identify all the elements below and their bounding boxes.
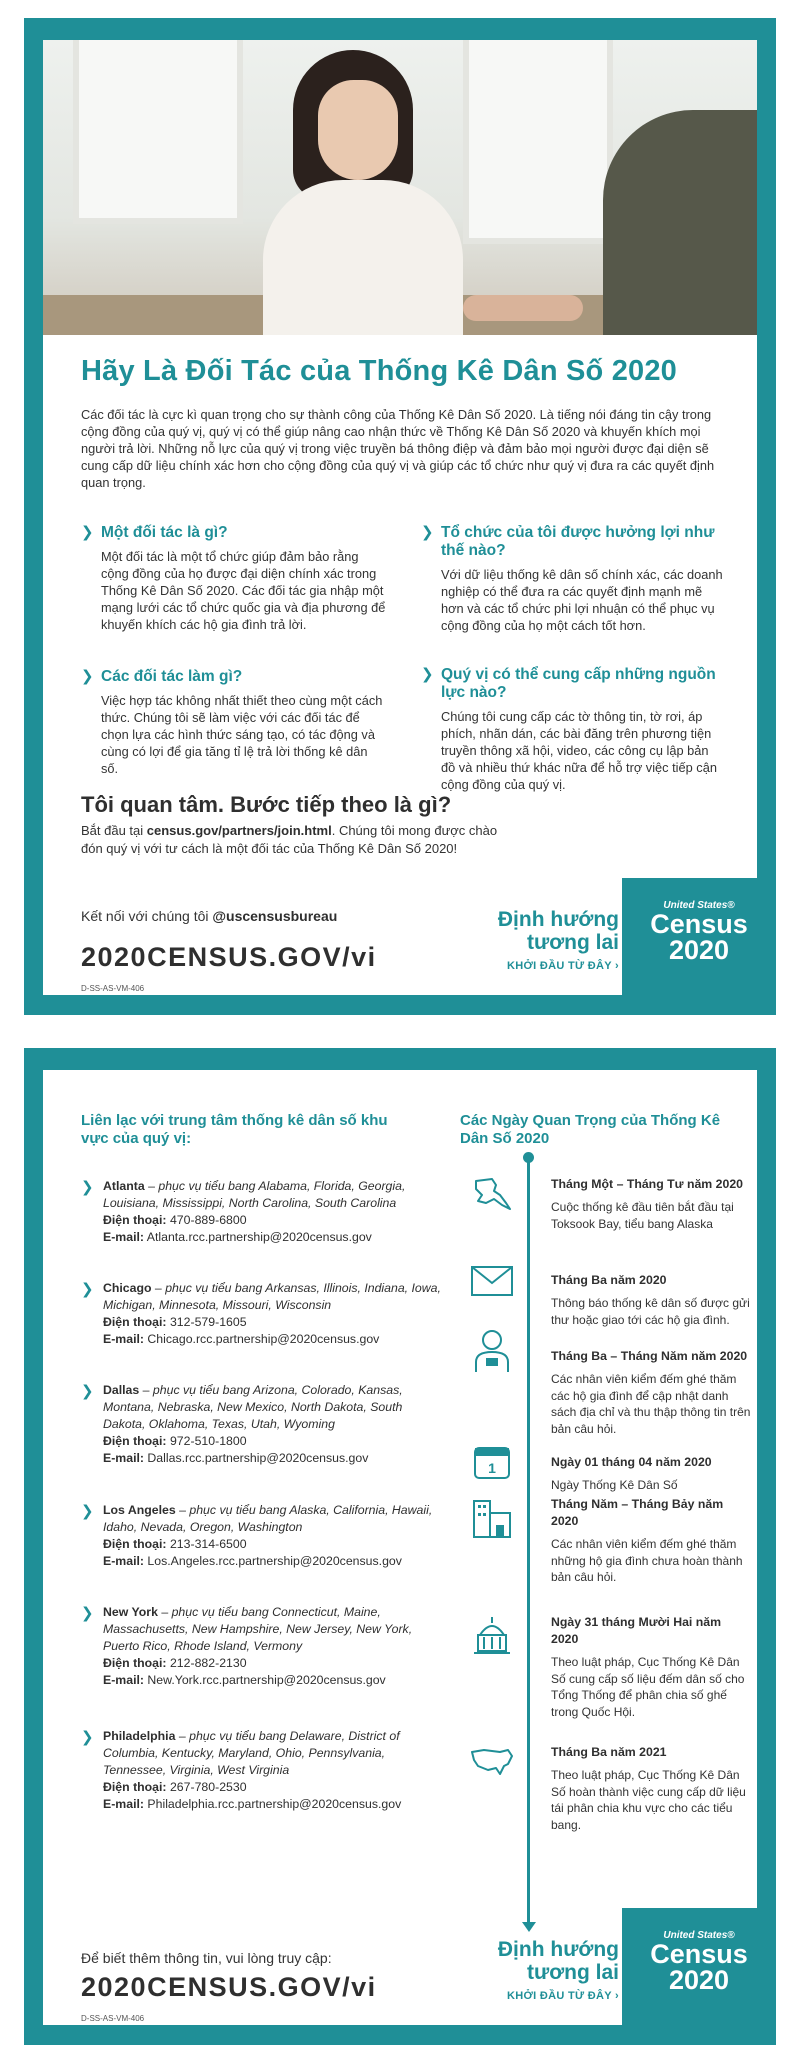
faq-title: Các đối tác làm gì?: [101, 668, 243, 685]
census-logo: United States® Census 2020: [622, 878, 757, 995]
timeline-start-dot: [523, 1152, 534, 1163]
census-logo: United States® Census 2020: [622, 1908, 757, 2025]
chevron-right-icon: ❯: [81, 1383, 94, 1400]
faq-title: Tổ chức của tôi được hưởng lợi như thế nào?: [441, 524, 715, 559]
capitol-icon: [469, 1612, 515, 1658]
timeline-item: Ngày 01 tháng 04 năm 2020 Ngày Thống Kê Dân Số: [551, 1455, 712, 1492]
center-chicago: ❯ Chicago – phục vụ tiểu bang Arkansas, Illinois, Indiana, Iowa, Michigan, Minnesota, Missouri, Wisconsin Điện thoại: 312-579-1605 E-mail: Chicago.rcc.partnership@2020census.gov: [81, 1281, 441, 1346]
chevron-right-icon: ❯: [81, 1729, 94, 1746]
timeline-item: Tháng Năm – Tháng Bảy năm 2020 Các nhân viên kiểm đếm ghé thăm những hộ gia đình chưa hoàn thành bản câu hỏi.: [551, 1497, 743, 1584]
faq-body: Chúng tôi cung cấp các tờ thông tin, tờ rơi, áp phích, nhãn dán, các bài đăng trên phương tiện truyền thông xã hội, video, các công cụ lập bản đồ và nhiều thứ khác nữa để hỗ trợ việc tiếp cận cộng đồng của quý vị.: [441, 709, 717, 792]
svg-text:1: 1: [488, 1460, 496, 1476]
next-steps-heading: Tôi quan tâm. Bước tiếp theo là gì?: [81, 792, 452, 817]
faq-what-is-partner: [81, 524, 386, 633]
start-here-link[interactable]: KHỞI ĐẦU TỪ ĐÂY ›: [506, 960, 619, 972]
slogan: Định hướng tương lai KHỞI ĐẦU TỪ ĐÂY ›: [479, 908, 619, 972]
email-link[interactable]: Dallas.rcc.partnership@2020census.gov: [147, 1451, 369, 1465]
chevron-right-icon: ❯: [81, 1503, 94, 1520]
timeline-arrow: [522, 1922, 536, 1932]
faq-title: Một đối tác là gì?: [101, 524, 228, 541]
faq-body: Việc hợp tác không nhất thiết theo cùng một cách thức. Chúng tôi sẽ làm việc với các đối tác để chọn lựa các hình thức sáng tạo, có tác động và cùng có lợi để gia tăng tỉ lệ trả lời thống kê dân số.: [101, 693, 383, 776]
faq-body: Với dữ liệu thống kê dân số chính xác, các doanh nghiệp có thể đưa ra các quyết định mạnh mẽ hơn và các tổ chức phi lợi nhuận có thể phục vụ cộng đồng của họ một cách tốt hơn.: [441, 567, 723, 633]
alaska-icon: [469, 1172, 515, 1218]
flyer-front-panel: [43, 40, 757, 995]
faq-body: Một đối tác là một tổ chức giúp đảm bảo rằng cộng đồng của họ được đại diện chính xác trong Thống Kê Dân Số 2020. Các đối tác gia nhập một mạng lưới các tổ chức quốc gia và địa phương để khuyến khích các hộ gia đình trả lời.: [101, 549, 386, 632]
faq-title: Quý vị có thể cung cấp những nguồn lực nào?: [441, 666, 716, 701]
timeline-item: Tháng Ba năm 2020 Thông báo thống kê dân số được gửi thư hoặc giao tới các hộ gia đình.: [551, 1273, 750, 1327]
next-steps-body: Bắt đầu tại census.gov/partners/join.html. Chúng tôi mong được chào đón quý vị với tư cách là một đối tác của Thống Kê Dân Số 2020!: [81, 823, 498, 856]
social-line: Kết nối với chúng tôi @uscensusbureau: [81, 908, 338, 924]
email-link[interactable]: Los.Angeles.rcc.partnership@2020census.gov: [147, 1554, 402, 1568]
census-url[interactable]: 2020CENSUS.GOV/vi: [81, 1972, 377, 2002]
start-here-link[interactable]: KHỞI ĐẦU TỪ ĐÂY ›: [506, 1990, 619, 2002]
timeline-line: [527, 1156, 530, 1928]
chevron-right-icon: ❯: [81, 524, 94, 541]
buildings-icon: [469, 1494, 515, 1540]
timeline-item: Tháng Một – Tháng Tư năm 2020 Cuộc thống kê đầu tiên bắt đầu tại Toksook Bay, tiểu bang Alaska: [551, 1177, 744, 1231]
email-link[interactable]: Chicago.rcc.partnership@2020census.gov: [147, 1332, 380, 1346]
center-dallas: ❯ Dallas – phục vụ tiểu bang Arizona, Colorado, Kansas, Montana, Nebraska, New Mexico, North Dakota, South Dakota, Oklahoma, Texas, Utah, Wyoming Điện thoại: 972-510-1800 E-mail: Dallas.rcc.partnership@2020census.gov: [81, 1383, 403, 1465]
faq-what-partners-do: [81, 668, 381, 777]
center-philadelphia: ❯ Philadelphia – phục vụ tiểu bang Delaware, District of Columbia, Kentucky, Maryland, Ohio, Pennsylvania, Tennessee, Virginia, West Virginia Điện thoại: 267-780-2530 E-mail: Philadelphia.rcc.partnership@2020census.gov: [81, 1729, 402, 1811]
faq-benefits: [421, 524, 721, 634]
center-new-york: ❯ New York – phục vụ tiểu bang Connecticut, Maine, Massachusetts, New Hampshire, New Jersey, New York, Puerto Rico, Rhode Island, Vermony Điện thoại: 212-882-2130 E-mail: New.York.rcc.partnership@2020census.gov: [81, 1605, 413, 1687]
chevron-right-icon: ❯: [81, 668, 94, 685]
chevron-right-icon: ❯: [81, 1605, 94, 1622]
census-worker-icon: [469, 1328, 515, 1374]
flyer-page-front: [24, 18, 776, 1015]
chevron-right-icon: ❯: [81, 1179, 94, 1196]
chevron-right-icon: ❯: [81, 1281, 94, 1298]
faq-resources: [421, 666, 721, 793]
us-map-icon: [469, 1738, 515, 1784]
slogan: Định hướng tương lai KHỞI ĐẦU TỪ ĐÂY ›: [479, 1938, 619, 2002]
email-link[interactable]: New.York.rcc.partnership@2020census.gov: [147, 1673, 386, 1687]
email-link[interactable]: Atlanta.rcc.partnership@2020census.gov: [146, 1230, 372, 1244]
flyer-page-back: [24, 1048, 776, 2045]
document-code: D-SS-AS-VM-406: [81, 984, 145, 993]
flyer-back-panel: [43, 1070, 757, 2025]
email-link[interactable]: Philadelphia.rcc.partnership@2020census.gov: [147, 1797, 402, 1811]
join-link[interactable]: census.gov/partners/join.html: [146, 823, 332, 838]
social-handle[interactable]: @uscensusbureau: [212, 908, 338, 924]
envelope-icon: [469, 1258, 515, 1304]
timeline-item: Tháng Ba năm 2021 Theo luật pháp, Cục Thống Kê Dân Số hoàn thành việc cung cấp dữ liệu tái phân chia khu vực cho các tiểu bang.: [551, 1745, 746, 1832]
regional-centers-heading: Liên lạc với trung tâm thống kê dân số khu vực của quý vị:: [81, 1112, 388, 1147]
page-title: Hãy Là Đối Tác của Thống Kê Dân Số 2020: [81, 355, 678, 387]
intro-paragraph: Các đối tác là cực kì quan trọng cho sự thành công của Thống Kê Dân Số 2020. Là tiếng nói đáng tin cậy trong cộng đồng của quý vị, quý vị có thể giúp nâng cao nhận thức về Thống Kê Dân Số 2020 và khuyến khích mọi người trả lời. Những nỗ lực của quý vị trong việc truyền bá thông điệp và đảm bảo mọi người được đại diện sẽ cung cấp dữ liệu chính xác hơn cho cộng đồng của quý vị và giúp các tổ chức như quý vị đưa ra các quyết định quan trọng.: [81, 407, 715, 490]
center-atlanta: ❯ Atlanta – phục vụ tiểu bang Alabama, Florida, Georgia, Louisiana, Mississippi, North Carolina, South Carolina Điện thoại: 470-889-6800 E-mail: Atlanta.rcc.partnership@2020census.gov: [81, 1179, 406, 1244]
timeline-item: Tháng Ba – Tháng Năm năm 2020 Các nhân viên kiểm đếm ghé thăm các hộ gia đình để cập nhật danh sách địa chỉ và thu thập thông tin trên bản câu hỏi.: [551, 1349, 751, 1436]
chevron-right-icon: ❯: [421, 524, 434, 541]
key-dates-heading: Các Ngày Quan Trọng của Thống Kê Dân Số 2020: [460, 1112, 721, 1147]
timeline-item: Ngày 31 tháng Mười Hai năm 2020 Theo luật pháp, Cục Thống Kê Dân Số cung cấp số liệu đếm dân số cho Tổng Thống để phân chia số ghế trong Quốc Hội.: [551, 1615, 745, 1719]
chevron-right-icon: ❯: [421, 666, 434, 683]
calendar-icon: [469, 1438, 515, 1484]
document-code: D-SS-AS-VM-406: [81, 2014, 145, 2023]
census-url[interactable]: 2020CENSUS.GOV/vi: [81, 942, 377, 972]
center-los-angeles: ❯ Los Angeles – phục vụ tiểu bang Alaska, California, Hawaii, Idaho, Nevada, Oregon, Washington Điện thoại: 213-314-6500 E-mail: Los.Angeles.rcc.partnership@2020census.gov: [81, 1503, 433, 1568]
more-info-text: Để biết thêm thông tin, vui lòng truy cập:: [81, 1950, 332, 1966]
